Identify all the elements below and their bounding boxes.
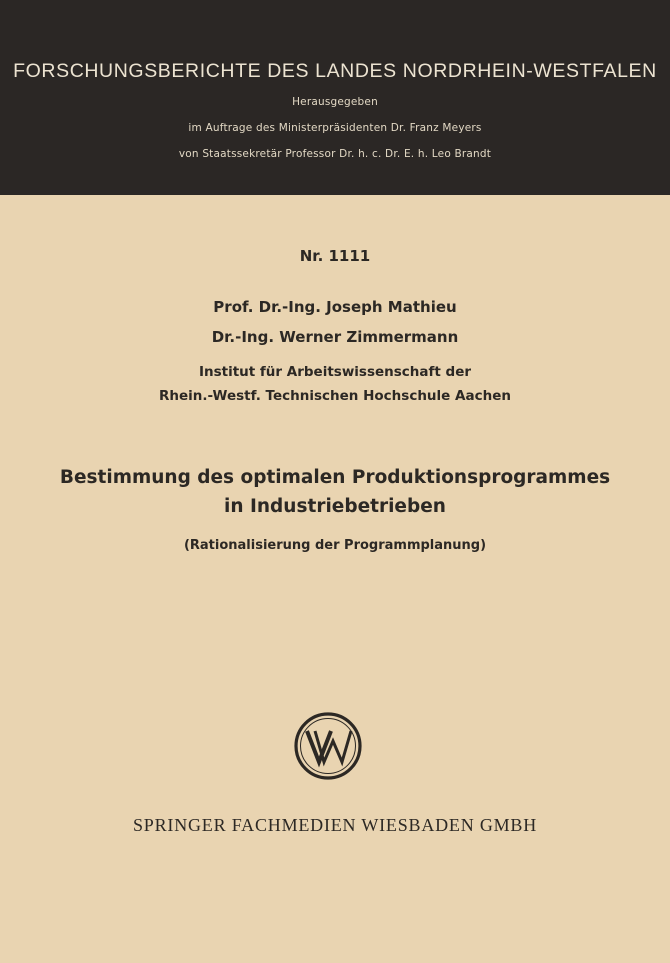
- book-subtitle: (Rationalisierung der Programmplanung): [183, 538, 487, 553]
- editor-line-minister: im Auftrage des Ministerpräsidenten Dr. Franz Meyers: [188, 122, 482, 134]
- springer-vw-logo-icon: [293, 711, 363, 781]
- publisher-name: SPRINGER FACHMEDIEN WIESBADEN GMBH: [132, 815, 538, 835]
- series-header-band: [0, 0, 670, 195]
- book-title-line-1: Bestimmung des optimalen Produktionsprogrammes: [59, 467, 611, 488]
- book-title-line-2: in Industriebetrieben: [224, 496, 446, 517]
- series-title: FORSCHUNGSBERICHTE DES LANDES NORDRHEIN-WESTFALEN: [13, 60, 657, 82]
- author-2: Dr.-Ing. Werner Zimmermann: [211, 328, 459, 346]
- editor-line-state-secretary: von Staatssekretär Professor Dr. h. c. Dr. E. h. Leo Brandt: [178, 148, 492, 160]
- editor-line-herausgegeben: Herausgegeben: [292, 96, 378, 108]
- institution-line-2: Rhein.-Westf. Technischen Hochschule Aachen: [159, 388, 511, 404]
- author-1: Prof. Dr.-Ing. Joseph Mathieu: [213, 298, 457, 316]
- institution-line-1: Institut für Arbeitswissenschaft der: [198, 364, 472, 380]
- issue-number: Nr. 1111: [299, 247, 371, 265]
